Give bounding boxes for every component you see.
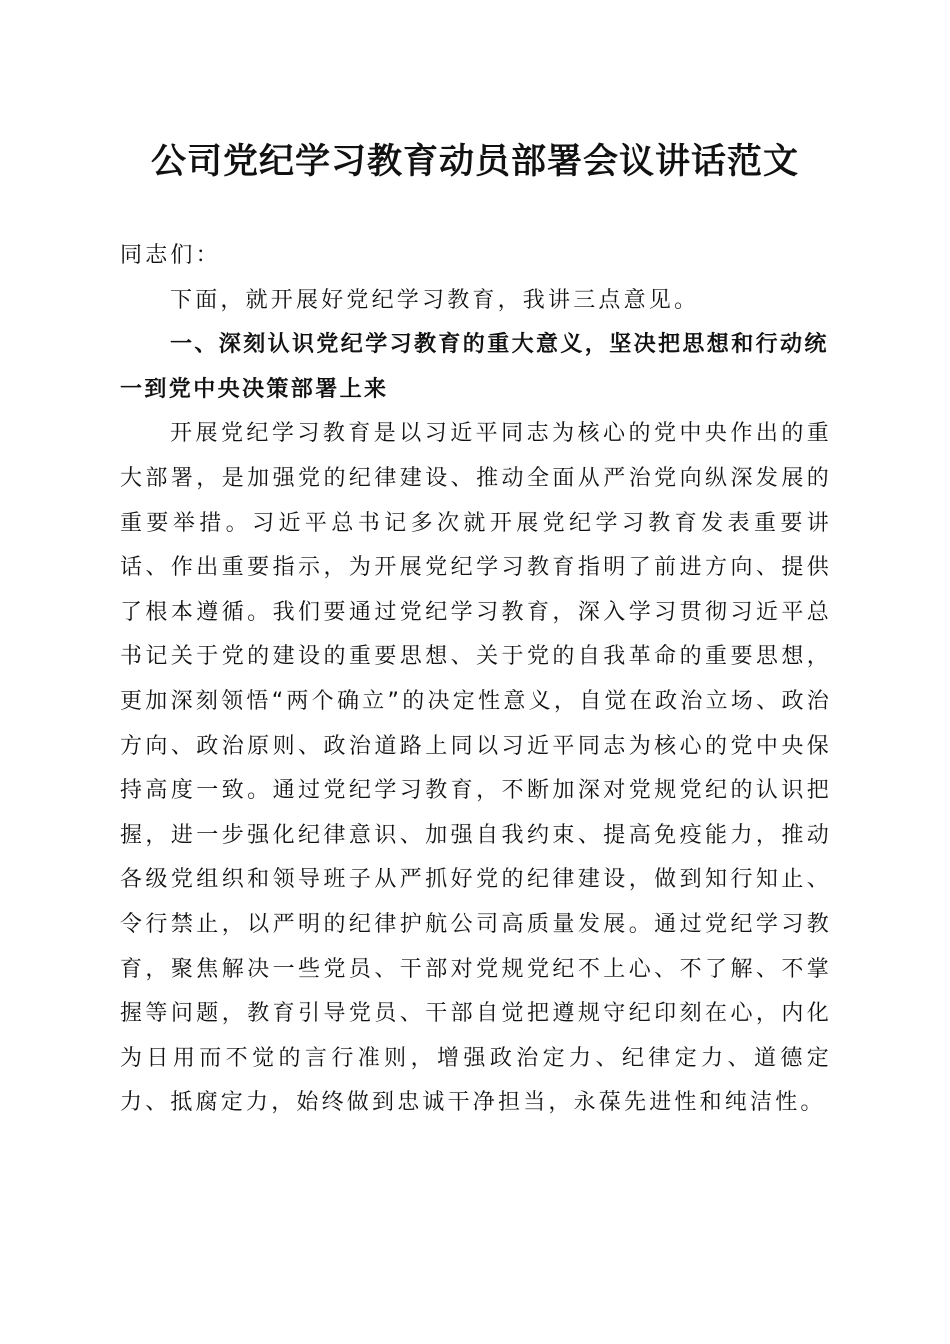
body-paragraph: 开展党纪学习教育是以习近平同志为核心的党中央作出的重大部署，是加强党的纪律建设、推动全面从严治党向纵深发展的重要举措。习近平总书记多次就开展党纪学习教育发表重要讲话、作出重要指示，为开展党纪学习教育指明了前进方向、提供了根本遵循。我们要通过党纪学习教育，深入学习贯彻习近平总书记关于党的建设的重要思想、关于党的自我革命的重要思想，更加深刻领悟“两个确立”的决定性意义，自觉在政治立场、政治方向、政治原则、政治道路上同以习近平同志为核心的党中央保持高度一致。通过党纪学习教育，不断加深对党规党纪的认识把握，进一步强化纪律意识、加强自我约束、提高免疫能力，推动各级党组织和领导班子从严抓好党的纪律建设，做到知行知止、令行禁止，以严明的纪律护航公司高质量发展。通过党纪学习教育，聚焦解决一些党员、干部对党规党纪不上心、不了解、不掌握等问题，教育引导党员、干部自觉把遵规守纪印刻在心，内化为日用而不觉的言行准则，增强政治定力、纪律定力、道德定力、抵腐定力，始终做到忠诚干净担当，永葆先进性和纯洁性。 [120,421,832,1116]
document-title: 公司党纪学习教育动员部署会议讲话范文 [150,141,799,182]
intro-paragraph: 下面，就开展好党纪学习教育，我讲三点意见。 [170,287,700,313]
section-heading: 一、深刻认识党纪学习教育的重大意义，坚决把思想和行动统一到党中央决策部署上来 [120,332,829,402]
salutation: 同志们： [120,243,221,268]
document-body [120,234,832,1126]
